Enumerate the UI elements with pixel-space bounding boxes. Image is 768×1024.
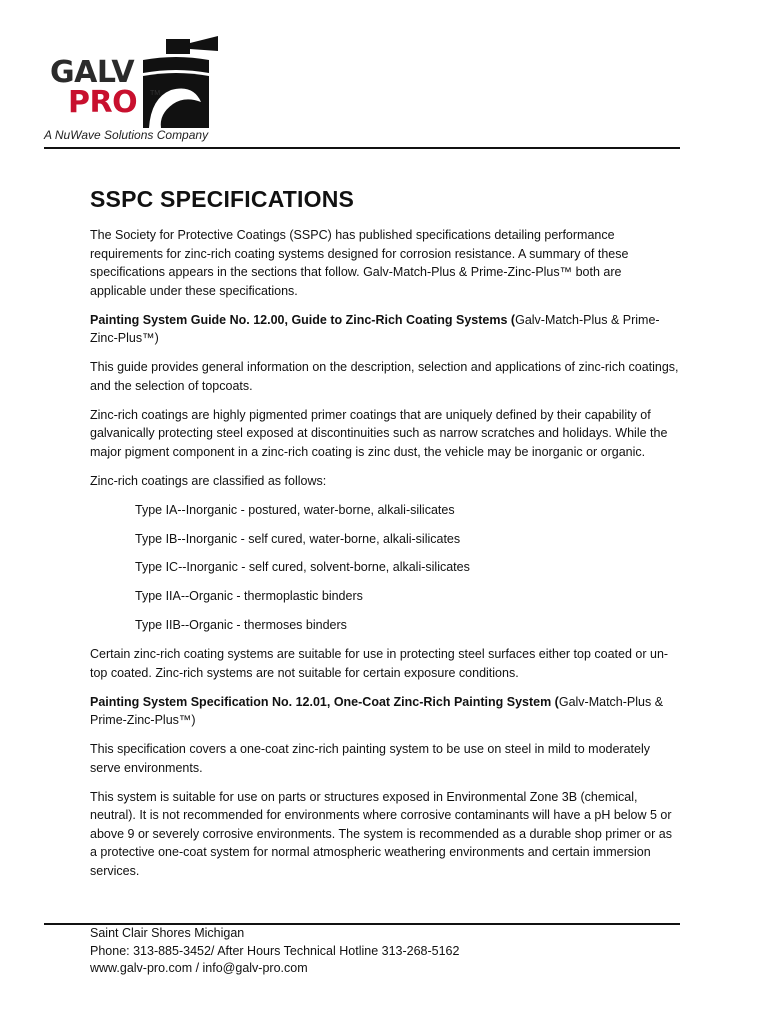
section-heading-12-00 bbox=[90, 311, 680, 348]
section-heading-12-01 bbox=[90, 693, 680, 730]
coating-type-item: Type IA--Inorganic - postured, water-borne, alkali-silicates bbox=[135, 502, 455, 517]
footer bbox=[90, 925, 459, 978]
coating-type-item: Type IIA--Organic - thermoplastic binders bbox=[135, 589, 363, 604]
paragraph: This guide provides general information on the description, selection and applications of zinc-rich coatings, and the selection of topcoats. bbox=[90, 360, 679, 393]
paragraph: Zinc-rich coatings are classified as follows: bbox=[90, 473, 327, 488]
intro-paragraph: The Society for Protective Coatings (SSPC) has published specifications detailing performance requirements for zinc-rich coating systems designed for corrosion resistance. A summary of these specifications appears in the sections that follow. Galv-Match-Plus & Prime-Zinc-Plus™ both are applicable under these specifications. bbox=[90, 228, 629, 298]
footer-web-links: www.galv-pro.com / info@galv-pro.com bbox=[90, 961, 308, 976]
logo-galv-text: GALV bbox=[50, 55, 135, 90]
company-logo bbox=[46, 36, 226, 136]
page-title: SSPC SPECIFICATIONS bbox=[90, 186, 355, 212]
company-tagline: A NuWave Solutions Company bbox=[44, 128, 209, 142]
logo-trademark: TM bbox=[150, 90, 161, 97]
coating-type-item: Type IB--Inorganic - self cured, water-borne, alkali-silicates bbox=[135, 531, 461, 546]
spray-can-icon bbox=[141, 36, 221, 128]
header-divider bbox=[44, 147, 680, 149]
coating-type-item: Type IC--Inorganic - self cured, solvent-borne, alkali-silicates bbox=[135, 560, 470, 575]
section-heading-bold: Painting System Specification No. 12.01, One-Coat Zinc-Rich Painting System ( bbox=[90, 694, 559, 709]
paragraph: This specification covers a one-coat zinc-rich painting system to be use on steel in mild to moderately serve environments. bbox=[90, 742, 650, 775]
coating-type-item: Type IIB--Organic - thermoses binders bbox=[135, 618, 347, 633]
document-body bbox=[90, 184, 680, 891]
section-heading-products: Galv-Match-Plus & Prime-Zinc-Plus™) bbox=[90, 694, 664, 728]
paragraph: Certain zinc-rich coating systems are suitable for use in protecting steel surfaces either top coated or un-top coated. Zinc-rich systems are not suitable for certain exposure conditions. bbox=[90, 647, 669, 680]
paragraph: Zinc-rich coatings are highly pigmented primer coatings that are uniquely defined by their capability of galvanically protecting steel exposed at discontinuities such as narrow scratches and holidays. While the major pigment component in a zinc-rich coating is zinc dust, the vehicle may be inorganic or organic. bbox=[90, 407, 668, 459]
paragraph: This system is suitable for use on parts or structures exposed in Environmental Zone 3B (chemical, neutral). It is not recommended for environments where corrosive contaminants will have a pH below 5 or above 9 or severely corrosive environments. The system is recommended as a durable shop primer or as a protective one-coat system for normal atmospheric weathering environments and certain immersion services. bbox=[90, 789, 672, 878]
logo-pro-text: PRO bbox=[68, 85, 138, 120]
footer-phone: Phone: 313-885-3452/ After Hours Technical Hotline 313-268-5162 bbox=[90, 943, 460, 958]
footer-location: Saint Clair Shores Michigan bbox=[90, 926, 245, 940]
section-heading-products: Galv-Match-Plus & Prime-Zinc-Plus™) bbox=[90, 312, 660, 346]
section-heading-bold: Painting System Guide No. 12.00, Guide to Zinc-Rich Coating Systems ( bbox=[90, 312, 516, 327]
